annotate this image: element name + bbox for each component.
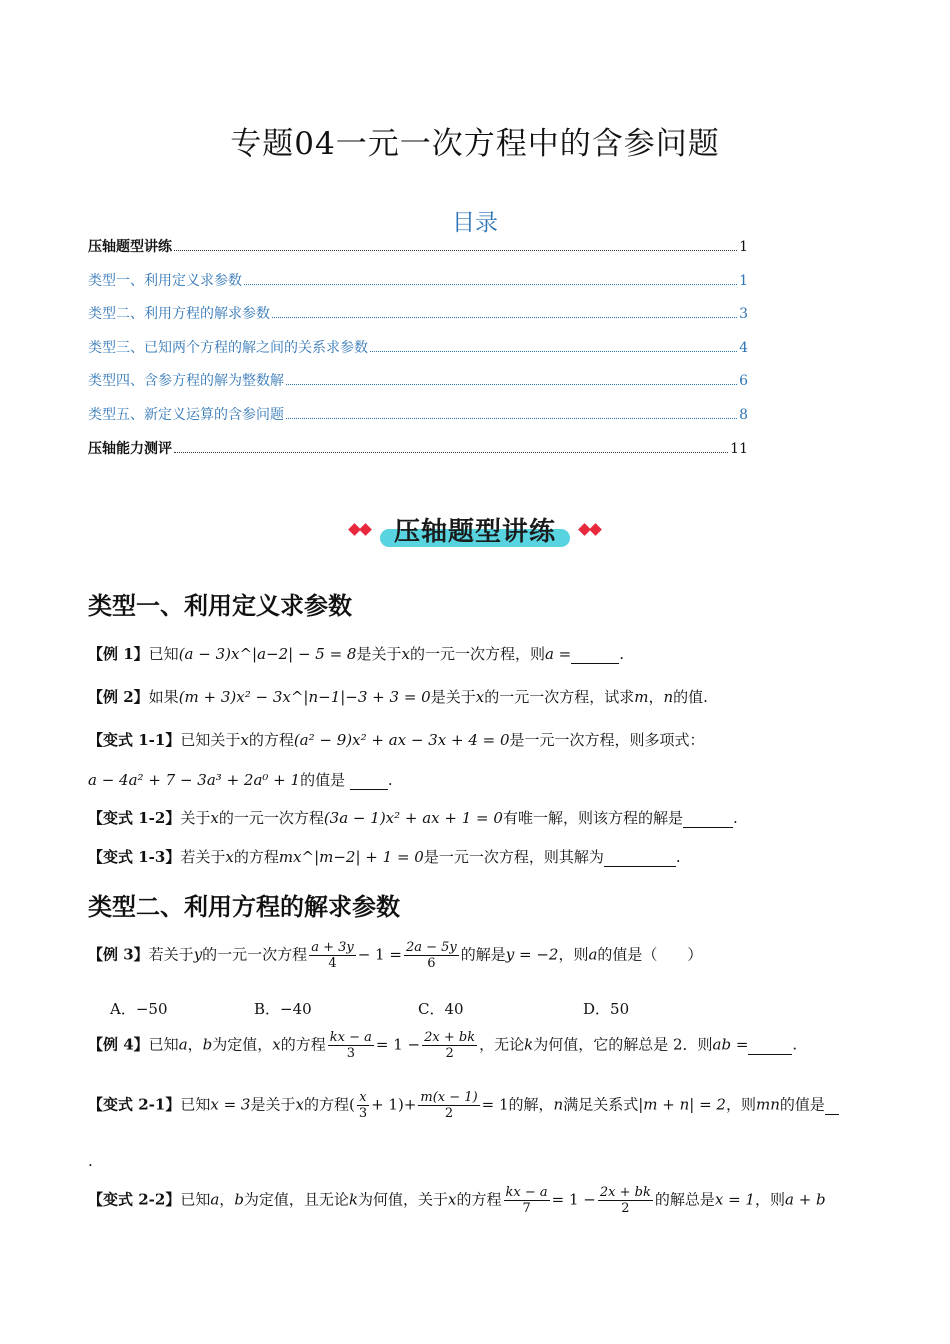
variant-2-1-end: . [88, 1152, 93, 1170]
fraction: $\frac{kx - a}{3}$ [329, 1030, 372, 1061]
toc-item-page: 11 [730, 440, 748, 457]
toc-item-label: 类型一、利用定义求参数 [88, 272, 242, 289]
toc-item-page: 4 [739, 339, 748, 356]
option-b[interactable]: B．−40 [254, 1000, 312, 1018]
answer-blank[interactable] [748, 1036, 792, 1055]
fraction: $\frac{x}{3}$ [358, 1090, 368, 1121]
example-4: 【例 4】已知a，b为定值，x的方程 $\frac{kx - a}{3}$ = 1 − $\frac{2x + bk}{2}$ ，无论k为何值，它的解总是 2．则ab = . [88, 1030, 798, 1061]
toc-item[interactable] [88, 438, 748, 472]
option-a[interactable]: A．−50 [110, 1000, 168, 1018]
example-3: 【例 3】若关于y的一元一次方程 $\frac{a + 3y}{4}$ − 1 = $\frac{2a - 5y}{6}$ 的解是y = −2，则a的值是（ ） [88, 940, 703, 971]
variant-2-1: 【变式 2-1】已知x = 3是关于x的方程( $\frac{x}{3}$ + 1)+ $\frac{m(x - 1)}{2}$ = 1的解，n满足关系式|m + n| = 2，则mn的值是 [88, 1090, 839, 1121]
equation: a − 4a² + 7 − 3a³ + 2a⁰ + 1 [88, 771, 301, 789]
toc-item-label: 压轴能力测评 [88, 440, 172, 457]
toc-item[interactable] [88, 370, 748, 404]
toc-leader-dots [286, 384, 737, 385]
page-title: 专题04一元一次方程中的含参问题 [230, 126, 720, 162]
toc-item-page: 3 [739, 306, 748, 323]
toc-item[interactable] [88, 303, 748, 337]
toc-item[interactable] [88, 337, 748, 371]
fraction: $\frac{2a - 5y}{6}$ [405, 940, 457, 971]
example-1: 【例 1】已知(a − 3)x^|a−2| − 5 = 8是关于x的一元一次方程，则a = . [88, 645, 625, 663]
equation: mx^|m−2| + 1 = 0 [278, 848, 424, 866]
fraction: $\frac{a + 3y}{4}$ [311, 940, 354, 971]
diamond-decoration-icon [580, 525, 600, 534]
variant-1-3: 【变式 1-3】若关于x的方程mx^|m−2| + 1 = 0是一元一次方程，则其解为 . [88, 848, 681, 866]
banner-label: 压轴题型讲练 [393, 517, 556, 547]
equation: (m + 3)x² − 3x^|n−1|−3 + 3 = 0 [178, 688, 431, 706]
diamond-decoration-icon [350, 525, 370, 534]
variant-2-2: 【变式 2-2】已知a，b为定值，且无论k为何值，关于x的方程 $\frac{kx - a}{7}$ = 1 − $\frac{2x + bk}{2}$ 的解总是x = 1，则a + b [88, 1185, 826, 1216]
equation: (a² − 9)x² + ax − 3x + 4 = 0 [293, 731, 510, 749]
toc-heading: 目录 [452, 210, 498, 236]
toc-item-label: 类型二、利用方程的解求参数 [88, 306, 270, 323]
toc-item[interactable] [88, 236, 748, 270]
section-heading-1: 类型一、利用定义求参数 [88, 592, 352, 620]
fraction: $\frac{kx - a}{7}$ [505, 1185, 548, 1216]
equation: (a − 3)x^|a−2| − 5 = 8 [178, 645, 357, 663]
toc-item-label: 类型五、新定义运算的含参问题 [88, 406, 284, 423]
toc-item-page: 8 [739, 406, 748, 423]
toc-item-label: 类型四、含参方程的解为整数解 [88, 373, 284, 390]
toc-item-label: 压轴题型讲练 [88, 239, 172, 255]
table-of-contents [88, 236, 748, 471]
answer-blank[interactable] [571, 645, 619, 664]
toc-item[interactable] [88, 404, 748, 438]
toc-item-page: 1 [739, 239, 748, 255]
fraction: $\frac{2x + bk}{2}$ [424, 1030, 476, 1061]
toc-item-label: 类型三、已知两个方程的解之间的关系求参数 [88, 339, 368, 356]
option-d[interactable]: D．50 [583, 1000, 630, 1018]
answer-blank[interactable] [604, 848, 676, 867]
toc-leader-dots [174, 250, 737, 251]
answer-blank[interactable] [825, 1096, 839, 1115]
toc-leader-dots [370, 351, 737, 352]
toc-item-page: 1 [739, 272, 748, 289]
answer-blank[interactable] [683, 809, 733, 828]
toc-leader-dots [272, 317, 737, 318]
example-2: 【例 2】如果(m + 3)x² − 3x^|n−1|−3 + 3 = 0是关于x的一元一次方程，试求m，n的值. [88, 688, 708, 706]
variant-1-1-line2: a − 4a² + 7 − 3a³ + 2a⁰ + 1的值是 . [88, 771, 393, 789]
section-heading-2: 类型二、利用方程的解求参数 [88, 893, 400, 921]
equation: (3a − 1)x² + ax + 1 = 0 [323, 809, 503, 827]
section-banner [0, 511, 950, 548]
answer-blank[interactable] [350, 771, 388, 790]
toc-item-page: 6 [739, 373, 748, 390]
fraction: $\frac{2x + bk}{2}$ [599, 1185, 651, 1216]
toc-leader-dots [244, 284, 737, 285]
variant-1-2: 【变式 1-2】关于x的一元一次方程(3a − 1)x² + ax + 1 = 0有唯一解，则该方程的解是 . [88, 809, 738, 827]
option-c[interactable]: C．40 [418, 1000, 464, 1018]
toc-item[interactable] [88, 270, 748, 304]
variant-1-1: 【变式 1-1】已知关于x的方程(a² − 9)x² + ax − 3x + 4 = 0是一元一次方程，则多项式： [88, 731, 705, 749]
toc-leader-dots [174, 452, 728, 453]
fraction: $\frac{m(x - 1)}{2}$ [420, 1090, 478, 1121]
toc-leader-dots [286, 418, 737, 419]
